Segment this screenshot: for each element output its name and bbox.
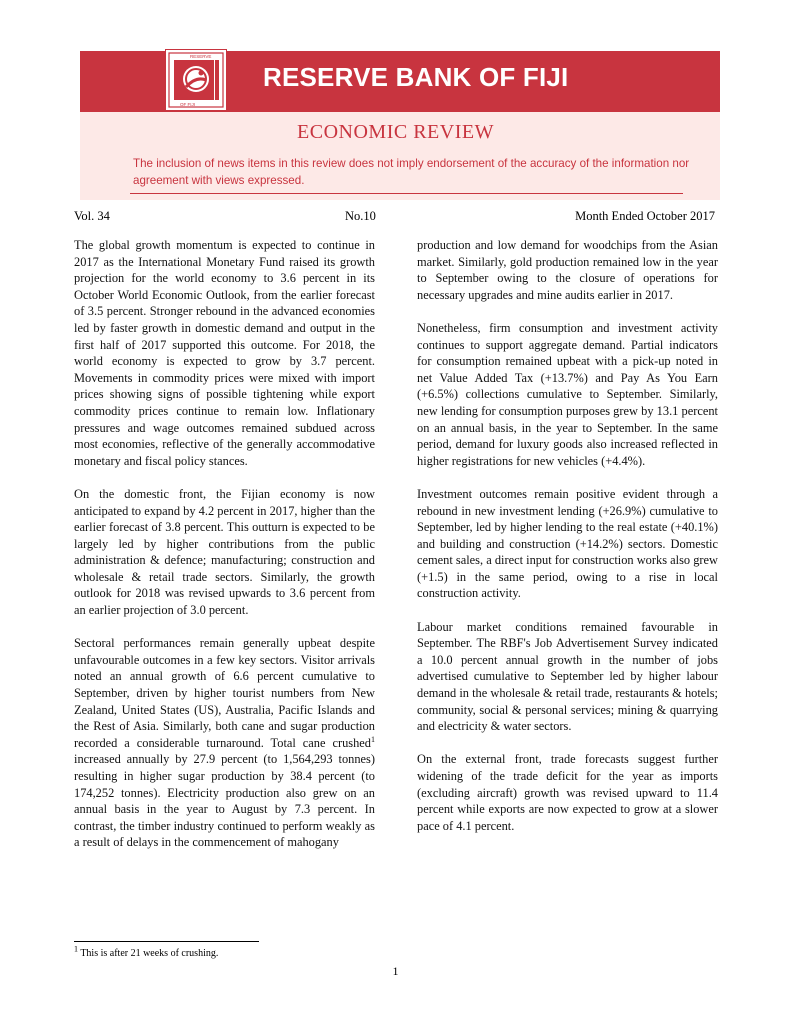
right-column bbox=[417, 237, 718, 851]
bank-title: RESERVE BANK OF FIJI bbox=[263, 62, 569, 92]
volume-label: Vol. 34 bbox=[74, 209, 110, 223]
issue-period: Month Ended October 2017 bbox=[575, 209, 715, 223]
disclaimer-divider bbox=[130, 193, 683, 194]
logo-bottom-text: OF FIJI bbox=[180, 102, 195, 107]
footnote bbox=[74, 944, 219, 959]
paragraph-investment: Investment outcomes remain positive evident through a rebound in new investment lending (+26.9%) cumulative to September, led by higher lending to the real estate (+40.1%) and building and construction (+14.2%) sectors. Domestic cement sales, a direct input for construction works also grew (+1.5) in the same period, owing to a rise in local construction activity. bbox=[417, 486, 718, 601]
footnote-text: This is after 21 weeks of crushing. bbox=[78, 948, 219, 959]
page-number: 1 bbox=[392, 964, 399, 978]
logo-emblem-icon bbox=[166, 50, 226, 110]
left-column bbox=[74, 237, 375, 868]
paragraph-sectoral-part2: increased annually by 27.9 percent (to 1,564,293 tonnes) resulting in higher sugar production by 38.4 percent (to 174,252 tonnes). Electricity production also grew on an annual basis in the year to August by 7.3 percent. In contrast, the timber industry continued to perform weakly as a result of delays in the commencement of mahogany bbox=[74, 752, 375, 850]
paragraph-sectoral-part1: Sectoral performances remain generally upbeat despite unfavourable outcomes in a few key sectors. Visitor arrivals noted an annual growth of 6.6 percent cumulative to September, driven by higher tourist numbers from New Zealand, United States (US), Australia, Pacific Islands and the Rest of Asia. Similarly, both cane and sugar production recorded a considerable turnaround. Total cane crushed bbox=[74, 636, 375, 750]
reserve-bank-logo bbox=[165, 49, 227, 111]
paragraph-domestic-front: On the domestic front, the Fijian economy is now anticipated to expand by 4.2 percent in 2017, higher than the earlier forecast of 3.8 percent. This outturn is expected to be largely led by higher contributions from the public administration & defence; manufacturing; construction and wholesale & retail trade sectors. Similarly, the growth outlook for 2018 was revised upwards to 3.6 percent from an earlier projection of 3.0 percent. bbox=[74, 486, 375, 618]
disclaimer-text: The inclusion of news items in this review does not imply endorsement of the accuracy of the information nor agreement with views expressed. bbox=[133, 157, 690, 187]
publication-title: ECONOMIC REVIEW bbox=[297, 121, 494, 143]
paragraph-consumption: Nonetheless, firm consumption and investment activity continues to support aggregate demand. Partial indicators for consumption remained upbeat with a pick-up noted in net Value Added Tax (+13.7%) and Pay As You Earn (+6.5%) collections cumulative to September. Similarly, new lending for consumption purposes grew by 13.1 percent on an annual basis, in the year to September. In the same period, demand for luxury goods also increased reflected in higher registrations for new vehicles (+4.4%). bbox=[417, 320, 718, 468]
issue-number: No.10 bbox=[345, 209, 376, 223]
footnote-marker: 1 bbox=[74, 944, 78, 954]
logo-top-text: RESERVE bbox=[190, 54, 212, 59]
paragraph-production: production and low demand for woodchips from the Asian market. Similarly, gold production remained low in the year to September owing to the closure of operations for necessary upgrades and mine audits earlier in 2017. bbox=[417, 238, 718, 302]
footnote-reference[interactable]: 1 bbox=[371, 734, 375, 744]
paragraph-external-front: On the external front, trade forecasts suggest further widening of the trade deficit for the year as imports (excluding aircraft) growth was revised upward to 11.4 percent while exports are now expected to grow at a slower pace of 4.1 percent. bbox=[417, 752, 718, 833]
paragraph-labour-market: Labour market conditions remained favourable in September. The RBF's Job Advertisement Survey indicated a 10.0 percent annual growth in the number of jobs advertised cumulative to September led by higher labour demand in the wholesale & retail trade, restaurants & hotels; community, social & personal services; mining & quarrying and electricity & water sectors. bbox=[417, 619, 718, 734]
footnote-divider bbox=[74, 941, 259, 942]
paragraph-global-growth: The global growth momentum is expected to continue in 2017 as the International Monetary Fund raised its growth projection for the world economy to 3.6 percent in its October World Economic Outlook, from the earlier forecast of 3.5 percent. Stronger rebound in the advanced economies led by faster growth in domestic demand and output in the first half of 2017 supported this outcome. For 2018, the world economy is expected to grow by 3.7 percent. Movements in commodity prices were mixed with import prices showing signs of possible tightening while export commodity prices continue to remain low. Inflationary pressures and wage outcomes remained subdued across most economies, reflective of the generally accommodative monetary and fiscal policy stances. bbox=[74, 238, 375, 468]
paragraph-sectoral bbox=[74, 635, 375, 851]
